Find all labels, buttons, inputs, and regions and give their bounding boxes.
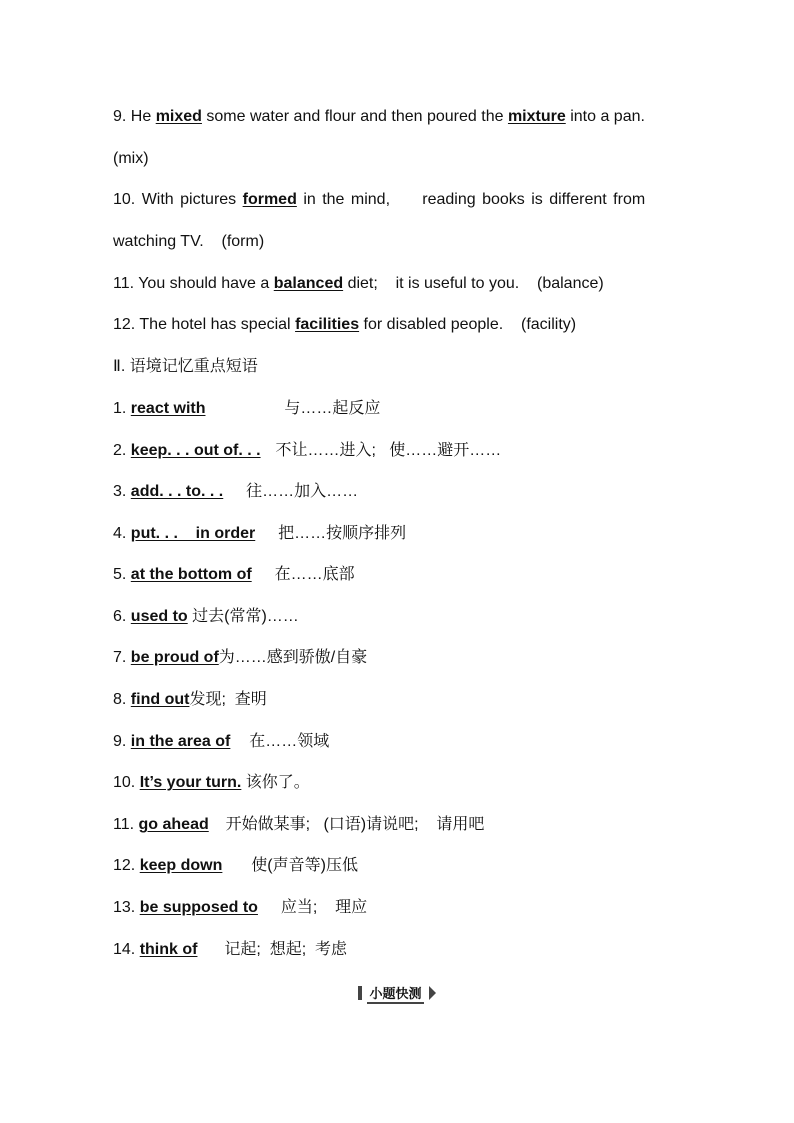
item-text: some water and flour and then poured the [206,108,504,125]
phrase-answer: react with [130,400,206,417]
phrase-item [113,772,703,794]
item-text: You should have a [138,275,270,292]
answer-word: balanced [273,275,344,292]
phrase-meaning: 往……加入…… [246,483,359,500]
phrase-answer: be supposed to [139,899,258,916]
phrase-item [113,481,703,503]
item-number: 9. [113,733,127,750]
exercise-line-11 [113,273,703,295]
item-number: 5. [113,566,127,583]
phrase-answer: at the bottom of [130,566,252,583]
phrase-item [113,897,703,919]
banner-arrow-icon [429,986,436,1000]
phrase-meaning: 为……感到骄傲/自豪 [218,649,368,666]
item-number: 10. [113,191,136,208]
phrase-answer: in the area of [130,733,231,750]
item-number: 14. [113,941,136,958]
section-banner [357,982,437,1004]
phrase-item [113,814,703,836]
item-number: 8. [113,691,127,708]
banner-bar-icon [358,986,362,1000]
item-text: into a pan. [570,108,645,125]
item-number: 1. [113,400,127,417]
phrase-item [113,855,703,877]
answer-word: facilities [295,316,360,333]
phrase-meaning: 与……起反应 [284,400,381,417]
phrase-meaning: 应当; 理应 [280,899,368,916]
item-number: 7. [113,649,127,666]
phrase-answer: be proud of [130,649,219,666]
item-number: 11. [113,275,135,292]
phrase-answer: find out [130,691,190,708]
phrase-item [113,606,703,628]
item-number: 3. [113,483,127,500]
phrase-meaning: 记起; 想起; 考虑 [224,941,348,958]
item-number: 12. [113,857,136,874]
phrase-answer: put. . . in order [130,525,256,542]
phrase-answer: think of [139,941,198,958]
item-number: 9. [113,108,127,125]
phrase-item [113,939,703,961]
phrase-answer: go ahead [138,816,209,833]
item-number: 4. [113,525,127,542]
phrase-meaning: 在……领域 [249,733,330,750]
phrase-item [113,440,703,462]
item-text: With pictures [141,191,237,208]
exercise-line-12 [113,314,703,336]
phrase-answer: add. . . to. . . [130,483,224,500]
item-number: 11. [113,816,135,833]
exercise-line-10-cont [113,231,703,253]
answer-word: formed [242,191,297,208]
item-text: watching TV. (form) [113,233,265,250]
item-text: (mix) [113,150,149,167]
phrase-item [113,564,703,586]
phrase-item [113,398,703,420]
phrase-meaning: 使(声音等)压低 [251,857,358,874]
phrase-meaning: 开始做某事; (口语)请说吧; 请用吧 [225,816,485,833]
phrase-answer: It’s your turn. [139,774,242,791]
phrase-answer: used to [130,608,188,625]
item-text: He [130,108,152,125]
item-number: 6. [113,608,127,625]
answer-word: mixed [155,108,202,125]
item-text: The hotel has special [139,316,291,333]
exercise-line-9 [113,106,703,128]
phrase-answer: keep. . . out of. . . [130,442,261,459]
answer-word: mixture [507,108,566,125]
exercise-line-9-cont [113,148,703,170]
item-number: 10. [113,774,136,791]
banner-label: 小题快测 [367,983,423,1004]
phrase-item [113,731,703,753]
item-text: diet; it is useful to you. (balance) [347,275,604,292]
item-text: in the mind, reading books is different from [303,191,646,208]
phrase-item [113,523,703,545]
phrase-answer: keep down [139,857,223,874]
exercise-line-10 [113,189,703,211]
phrase-meaning: 过去(常常)…… [192,608,299,625]
item-text: for disabled people. (facility) [363,316,577,333]
phrase-meaning: 该你了。 [245,774,310,791]
item-number: 13. [113,899,136,916]
phrase-meaning: 在……底部 [274,566,355,583]
item-number: 12. [113,316,136,333]
phrase-item [113,689,703,711]
phrase-item [113,647,703,669]
phrase-meaning: 不让……进入; 使……避开…… [275,442,502,459]
item-number: 2. [113,442,127,459]
phrase-meaning: 发现; 查明 [189,691,267,708]
section-title: Ⅱ. 语境记忆重点短语 [113,358,258,375]
phrase-meaning: 把……按顺序排列 [278,525,407,542]
